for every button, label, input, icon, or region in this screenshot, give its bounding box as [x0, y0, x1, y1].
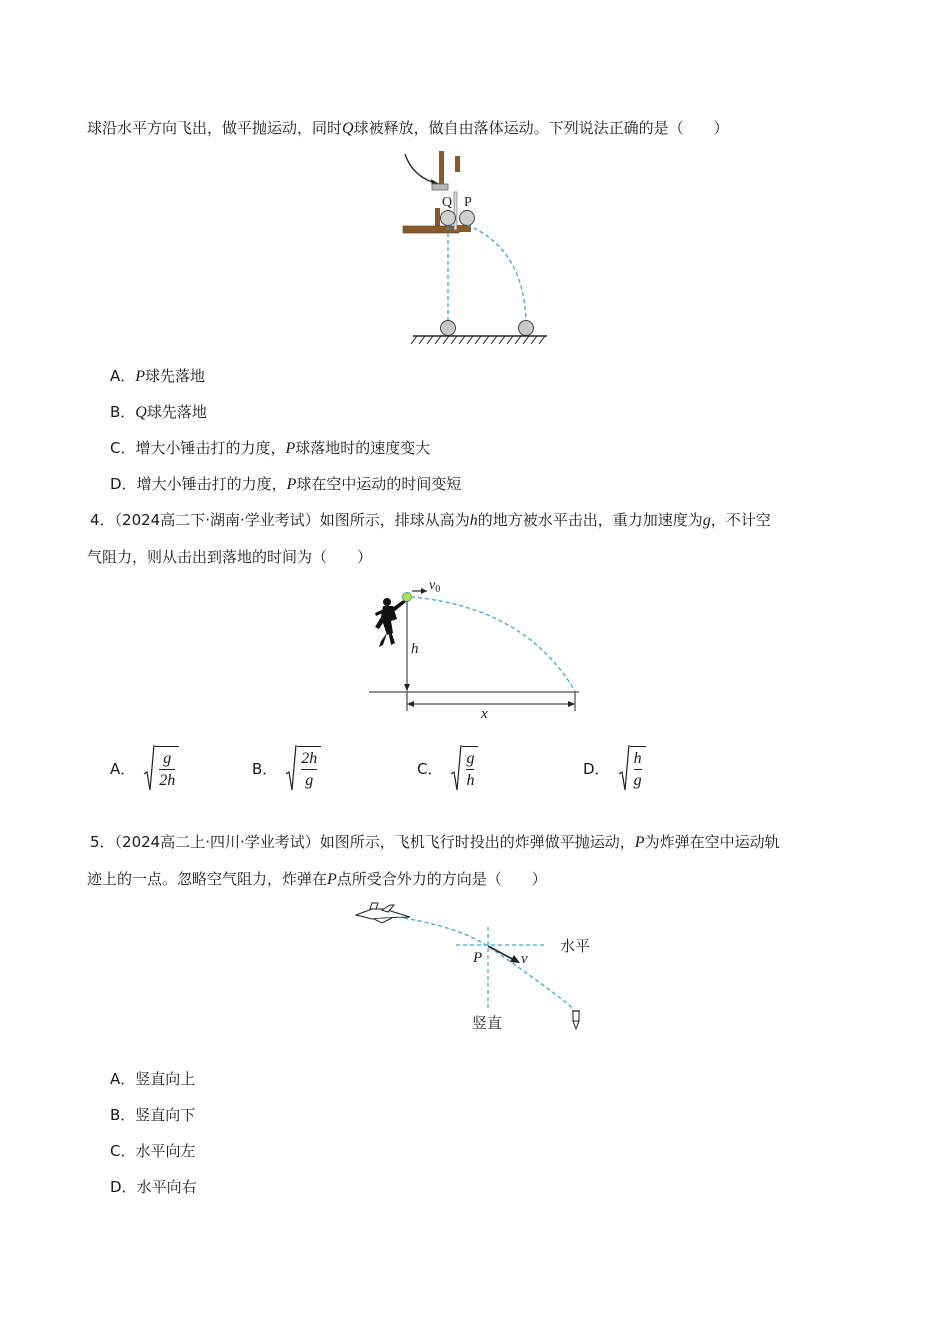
q4-option-a[interactable]: A． $\frac{g}{2h}$	[110, 741, 179, 795]
q3-option-c[interactable]: C．增大小锤击打的力度，P球落地时的速度变大	[110, 439, 431, 457]
q3-option-a[interactable]: A．P球先落地	[110, 367, 206, 385]
hammer-head	[432, 184, 448, 190]
velocity-arrow	[488, 946, 516, 961]
v0-label: $v_0$	[429, 578, 441, 595]
sqrt-expression: $\frac{g}{h}$	[450, 744, 478, 792]
q4-stem-line1: 4．（2024高二下·湖南·学业考试）如图所示，排球从高为h的地方被水平击出，重力加速度为g，不计空	[90, 511, 771, 529]
horizontal-label: 水平	[560, 937, 591, 955]
q4-figure-volleyball	[365, 573, 585, 723]
q5-stem-line1: 5．（2024高二上·四川·学业考试）如图所示，飞机飞行时投出的炸弹做平抛运动，P为炸弹在空中运动轨	[90, 833, 780, 851]
stand-base	[403, 226, 459, 233]
vertical-label: 竖直	[472, 1014, 503, 1032]
q3-option-d[interactable]: D．增大小锤击打的力度，P球在空中运动的时间变短	[110, 475, 462, 493]
sqrt-expression: $\frac{g}{2h}$	[143, 744, 179, 792]
v0-arrowhead-icon	[421, 588, 427, 594]
curved-arrow-icon	[405, 154, 439, 184]
ball-p-landed	[519, 321, 534, 336]
x-arrow-left-icon	[407, 701, 414, 707]
ball-q-landed	[441, 321, 456, 336]
q5-option-c[interactable]: C．水平向左	[110, 1142, 196, 1160]
volleyball	[403, 593, 412, 602]
q4-stem-line2: 气阻力，则从击出到落地的时间为（ ）	[87, 548, 373, 566]
sqrt-expression: $\frac{2h}{g}$	[285, 744, 321, 792]
x-arrow-right-icon	[568, 701, 575, 707]
ball-q	[441, 211, 456, 226]
ball-trajectory	[411, 597, 575, 691]
p-label: P	[473, 950, 483, 966]
small-post	[455, 156, 460, 172]
airplane-icon	[356, 903, 410, 923]
h-label: h	[411, 641, 419, 657]
v-label: v	[521, 951, 528, 967]
ground-hatching	[411, 336, 545, 344]
q5-option-a[interactable]: A．竖直向上	[110, 1070, 196, 1088]
q4-option-b[interactable]: B． $\frac{2h}{g}$	[252, 741, 321, 795]
bomb-icon	[572, 1011, 580, 1029]
label-q: Q	[442, 195, 453, 210]
radical-sign-icon	[450, 744, 462, 792]
sqrt-expression: $\frac{h}{g}$	[618, 744, 646, 792]
q4-option-d[interactable]: D． $\frac{h}{g}$	[583, 741, 646, 795]
q3-option-b[interactable]: B．Q球先落地	[110, 403, 207, 421]
radical-sign-icon	[143, 744, 155, 792]
x-label: x	[481, 706, 488, 722]
hammer-handle	[439, 151, 444, 184]
height-arrowhead-icon	[404, 684, 410, 691]
q3-figure-apparatus	[395, 148, 555, 350]
q5-stem-line2: 迹上的一点。忽略空气阻力，炸弹在P点所受合外力的方向是（ ）	[87, 870, 547, 888]
ball-p	[460, 211, 475, 226]
q5-option-d[interactable]: D．水平向右	[110, 1178, 197, 1196]
q3-stem: 球沿水平方向飞出，做平抛运动，同时Q球被释放，做自由落体运动。下列说法正确的是（ ）	[87, 119, 729, 137]
radical-sign-icon	[618, 744, 630, 792]
radical-sign-icon	[285, 744, 297, 792]
q5-figure-bomb	[352, 897, 612, 1037]
q4-option-c[interactable]: C． $\frac{g}{h}$	[417, 741, 478, 795]
bomb-trajectory	[397, 917, 574, 1009]
p-trajectory	[467, 225, 526, 320]
q5-option-b[interactable]: B．竖直向下	[110, 1106, 196, 1124]
player-silhouette	[375, 598, 406, 647]
label-p: P	[464, 195, 472, 210]
center-pole	[454, 192, 457, 230]
